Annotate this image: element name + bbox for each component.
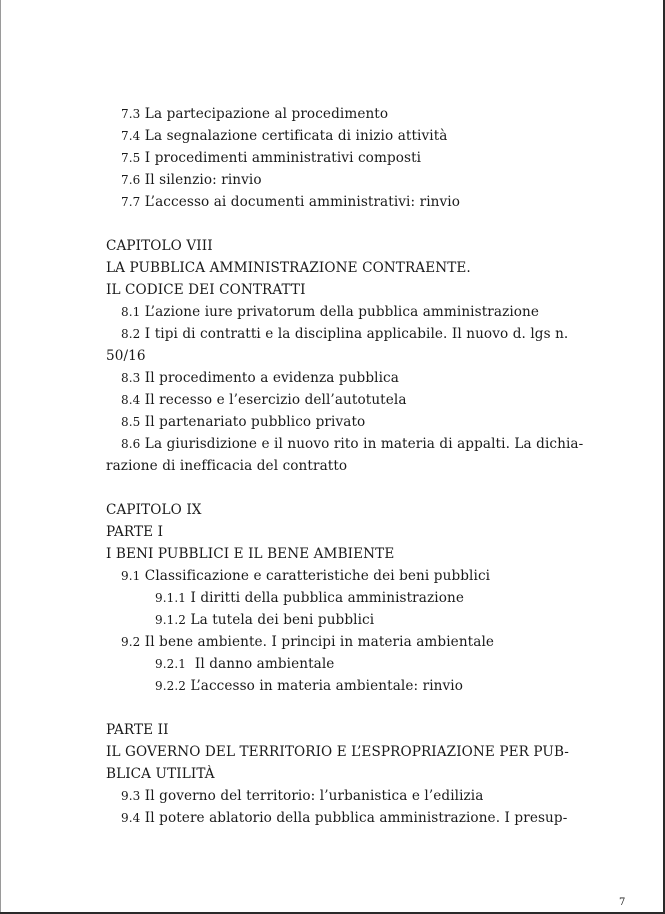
toc-entry-number: 9.2.1 <box>155 657 187 671</box>
toc-entry <box>106 301 576 323</box>
toc-entry <box>106 411 576 433</box>
toc-entry-text: I procedimenti amministrativi composti <box>140 150 422 166</box>
toc-entry <box>106 807 576 829</box>
toc-entry-text: IL GOVERNO DEL TERRITORIO E L’ESPROPRIAZIONE PER PUB- <box>106 744 569 760</box>
toc-entry-text: PARTE II <box>106 722 169 738</box>
toc-entry <box>106 433 584 455</box>
toc-entry <box>106 169 576 191</box>
toc-entry-number: 9.1.1 <box>155 591 187 605</box>
toc-entry <box>106 675 576 697</box>
toc-entry-text: PARTE I <box>106 524 164 540</box>
toc-heading-line <box>106 279 576 301</box>
toc-entry <box>106 565 576 587</box>
toc-entry-text: I diritti della pubblica amministrazione <box>186 590 464 606</box>
toc-entry <box>106 587 576 609</box>
toc-entry-number: 8.1 <box>121 305 141 319</box>
toc-entry-number: 9.2 <box>121 635 141 649</box>
section-gap <box>106 213 576 235</box>
table-of-contents <box>106 103 584 829</box>
toc-entry-number: 8.3 <box>121 371 141 385</box>
toc-entry <box>106 191 576 213</box>
page-edge-left <box>0 0 1 914</box>
toc-entry-text: La giurisdizione e il nuovo rito in materia di appalti. La dichia- <box>140 436 584 452</box>
toc-entry-number: 7.5 <box>121 151 141 165</box>
toc-entry-text: Il silenzio: rinvio <box>140 172 262 188</box>
toc-entry-text: Classificazione e caratteristiche dei beni pubblici <box>140 568 491 584</box>
toc-entry-text: La tutela dei beni pubblici <box>186 612 375 628</box>
toc-entry-text: CAPITOLO IX <box>106 502 202 518</box>
toc-entry-number: 7.6 <box>121 173 141 187</box>
toc-entry-number: 7.3 <box>121 107 141 121</box>
toc-heading-line <box>106 719 576 741</box>
toc-entry <box>106 653 576 675</box>
toc-entry-text: 50/16 <box>106 348 146 364</box>
toc-entry-text: BLICA UTILITÀ <box>106 766 215 782</box>
toc-entry-text: IL CODICE DEI CONTRATTI <box>106 282 306 298</box>
toc-entry <box>106 367 576 389</box>
toc-entry-text: I BENI PUBBLICI E IL BENE AMBIENTE <box>106 546 395 562</box>
toc-entry-text: LA PUBBLICA AMMINISTRAZIONE CONTRAENTE. <box>106 260 471 276</box>
toc-entry-number: 8.6 <box>121 437 141 451</box>
toc-entry <box>106 323 576 345</box>
toc-entry-text: L’accesso in materia ambientale: rinvio <box>186 678 464 694</box>
toc-entry <box>106 785 576 807</box>
toc-entry-text: Il partenariato pubblico privato <box>140 414 366 430</box>
toc-entry-number: 8.2 <box>121 327 141 341</box>
toc-entry-number: 9.2.2 <box>155 679 187 693</box>
toc-heading-line <box>106 543 576 565</box>
toc-entry <box>106 631 576 653</box>
page-number: 7 <box>619 897 626 908</box>
toc-entry-text: I tipi di contratti e la disciplina applicabile. Il nuovo d. lgs n. <box>140 326 569 342</box>
toc-heading-line <box>106 235 576 257</box>
toc-entry-text: Il procedimento a evidenza pubblica <box>140 370 399 386</box>
toc-entry-number: 8.5 <box>121 415 141 429</box>
section-gap <box>106 477 576 499</box>
toc-entry-text: Il danno ambientale <box>186 656 335 672</box>
toc-entry <box>106 103 576 125</box>
toc-heading-line <box>106 455 576 477</box>
toc-entry <box>106 389 576 411</box>
toc-entry-text: Il potere ablatorio della pubblica amministrazione. I presup- <box>140 810 568 826</box>
toc-heading-line <box>106 521 576 543</box>
toc-heading-line <box>106 763 576 785</box>
section-gap <box>106 697 576 719</box>
toc-entry-text: La partecipazione al procedimento <box>140 106 389 122</box>
toc-entry-text: CAPITOLO VIII <box>106 238 213 254</box>
toc-entry <box>106 125 576 147</box>
toc-heading-line <box>106 345 576 367</box>
toc-entry-text: La segnalazione certificata di inizio attività <box>140 128 448 144</box>
toc-entry-number: 7.7 <box>121 195 141 209</box>
toc-entry-text: Il recesso e l’esercizio dell’autotutela <box>140 392 407 408</box>
toc-heading-line <box>106 257 576 279</box>
toc-entry <box>106 147 576 169</box>
toc-entry-text: L’accesso ai documenti amministrativi: rinvio <box>140 194 461 210</box>
toc-entry <box>106 609 576 631</box>
toc-entry-number: 9.3 <box>121 789 141 803</box>
toc-entry-number: 7.4 <box>121 129 141 143</box>
toc-entry-text: L’azione iure privatorum della pubblica amministrazione <box>140 304 540 320</box>
toc-entry-text: Il governo del territorio: l’urbanistica e l’edilizia <box>140 788 484 804</box>
toc-entry-text: razione di inefficacia del contratto <box>106 458 348 474</box>
toc-entry-number: 8.4 <box>121 393 141 407</box>
toc-entry-number: 9.1 <box>121 569 141 583</box>
toc-heading-line <box>106 741 576 763</box>
toc-heading-line <box>106 499 576 521</box>
toc-entry-number: 9.4 <box>121 811 141 825</box>
toc-entry-number: 9.1.2 <box>155 613 187 627</box>
toc-entry-text: Il bene ambiente. I principi in materia ambientale <box>140 634 495 650</box>
